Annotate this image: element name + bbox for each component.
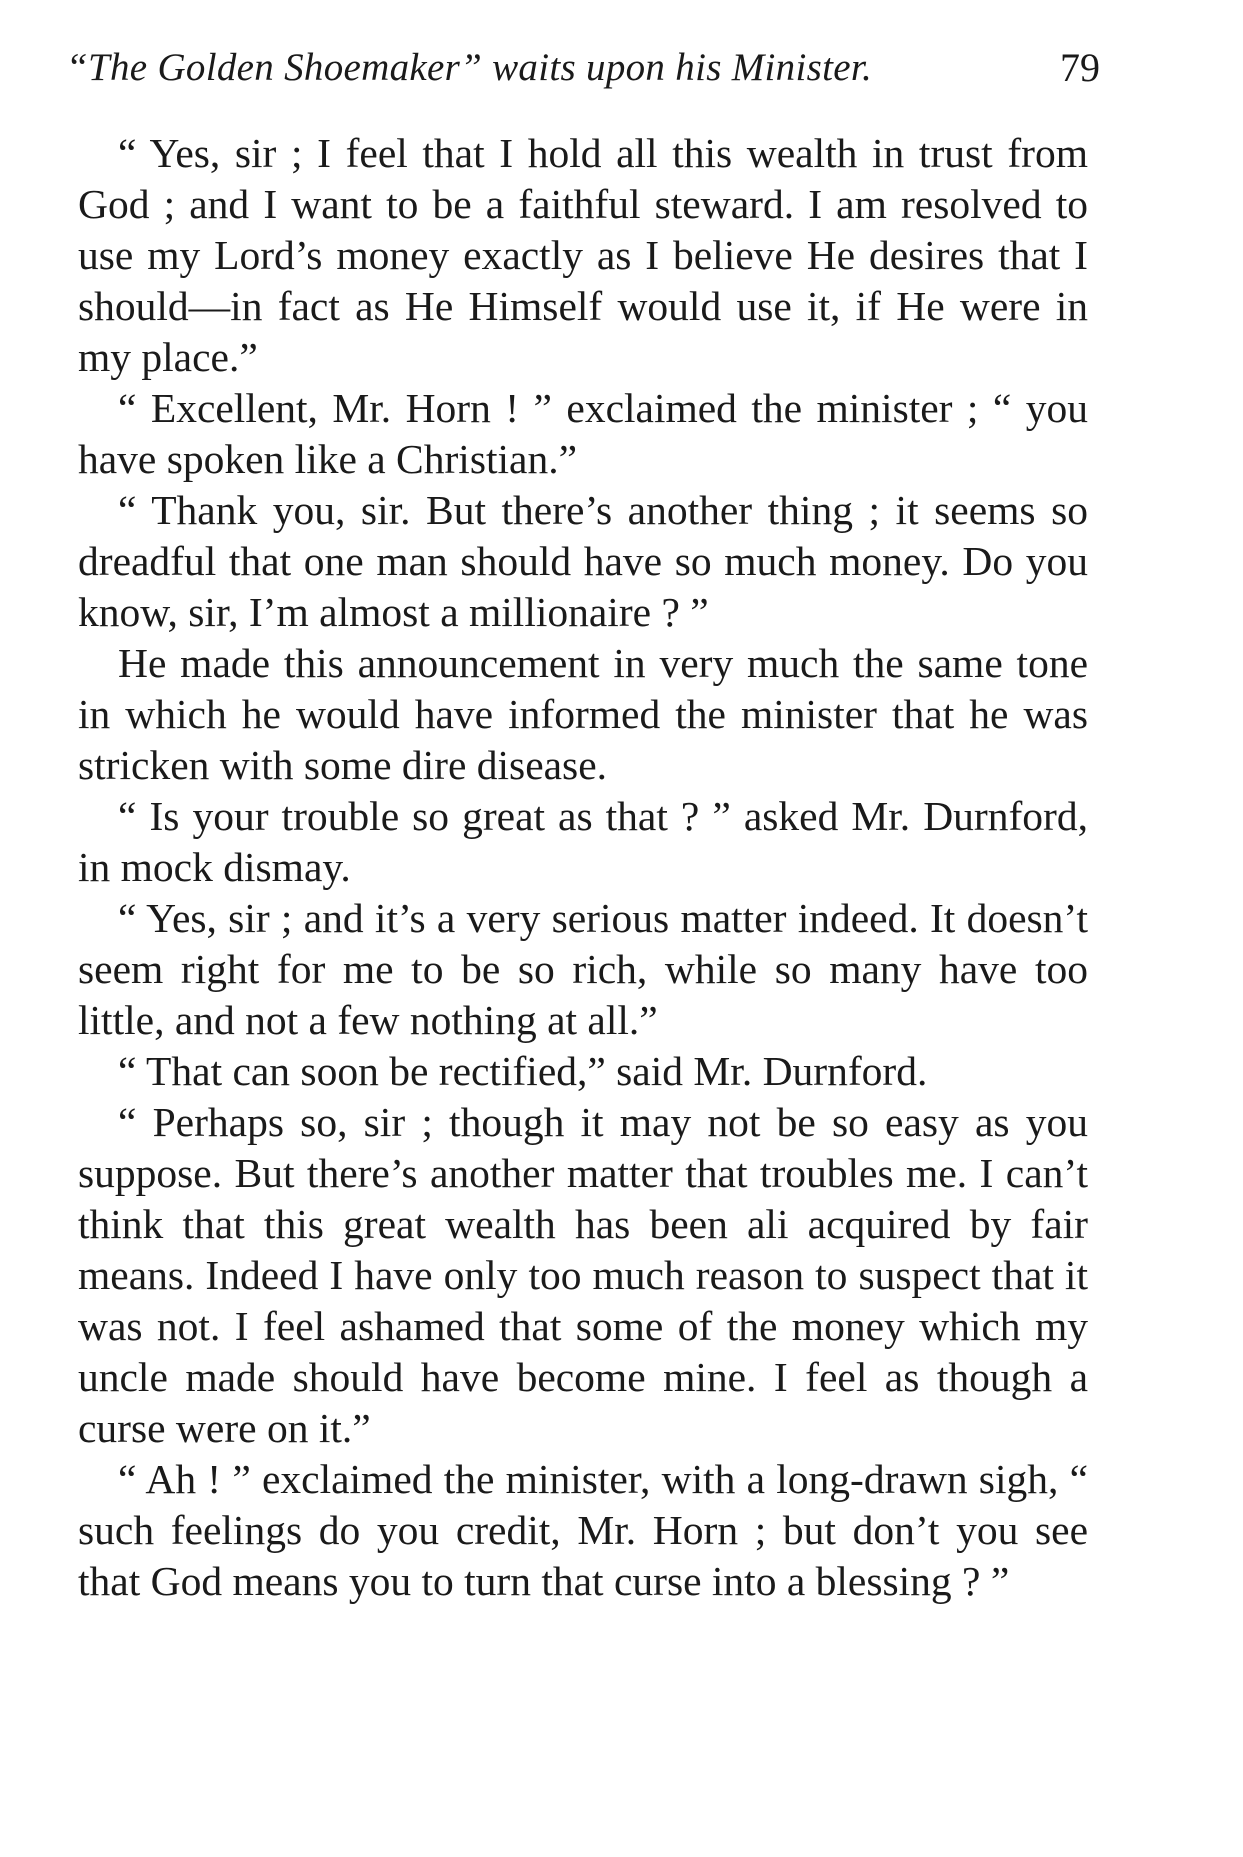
paragraph-4: He made this announcement in very much the same tone in which he would have informed the minister that he was stricken with some dire disease. <box>78 640 1088 788</box>
paragraph-8: “ Perhaps so, sir ; though it may not be so easy as you suppose. But there’s another matter that troubles me. I can’t think that this great wealth has been ali acquired by fair means. Indeed I have only too much reason to suspect that it was not. I feel ashamed that some of the money which my uncle made should have become mine. I feel as though a curse were on it.” <box>78 1099 1088 1451</box>
page-number: 79 <box>1060 45 1100 90</box>
paragraph-5: “ Is your trouble so great as that ? ” asked Mr. Durnford, in mock dismay. <box>78 793 1088 890</box>
paragraph-3: “ Thank you, sir. But there’s another thing ; it seems so dreadful that one man should have so much money. Do you know, sir, I’m almost a millionaire ? ” <box>78 487 1088 635</box>
paragraph-7: “ That can soon be rectified,” said Mr. Durnford. <box>118 1048 928 1094</box>
paragraph-2: “ Excellent, Mr. Horn ! ” exclaimed the minister ; “ you have spoken like a Christian.” <box>78 385 1088 482</box>
running-head <box>66 38 1100 98</box>
paragraph-9: “ Ah ! ” exclaimed the minister, with a long-drawn sigh, “ such feelings do you credit, Mr. Horn ; but don’t you see that God means you to turn that curse into a blessing ? ” <box>78 1456 1088 1604</box>
paragraph-6: “ Yes, sir ; and it’s a very serious matter indeed. It doesn’t seem right for me to be so rich, while so many have too little, and not a few nothing at all.” <box>78 895 1088 1043</box>
running-title: “The Golden Shoemaker” waits upon his Minister. <box>66 46 873 89</box>
body-text <box>78 128 1088 1607</box>
paragraph-1: “ Yes, sir ; I feel that I hold all this wealth in trust from God ; and I want to be a faithful steward. I am resolved to use my Lord’s money exactly as I believe He desires that I should—in fact as He Himself would use it, if He were in my place.” <box>78 130 1088 380</box>
